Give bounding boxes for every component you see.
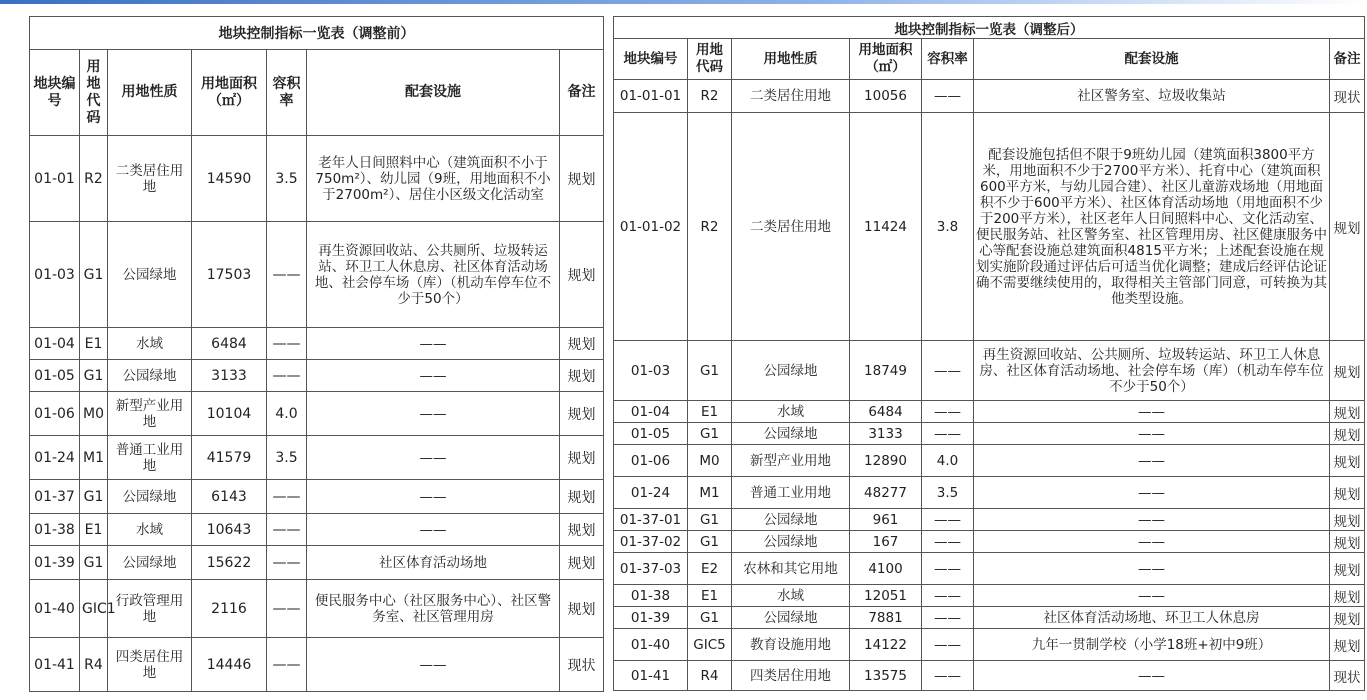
plot-id-cell: 01-01-02 (614, 113, 688, 341)
land-code-cell: G1 (80, 546, 108, 580)
land-use-cell: 公园绿地 (732, 607, 850, 629)
land-code-cell: G1 (80, 222, 108, 328)
remark-cell: 规划 (560, 360, 604, 392)
remark-cell: 规划 (1330, 477, 1365, 509)
far-cell: —— (922, 401, 974, 423)
facilities-cell: —— (974, 477, 1330, 509)
plot-id-cell: 01-01-01 (614, 80, 688, 113)
land-code-cell: E2 (688, 553, 732, 585)
col-header-plot-id: 地块编号 (30, 50, 80, 136)
far-cell: —— (922, 509, 974, 531)
land-use-cell: 公园绿地 (108, 222, 192, 328)
land-code-cell: R4 (80, 638, 108, 692)
table-row (614, 607, 1365, 629)
plot-id-cell: 01-04 (30, 328, 80, 360)
land-use-cell: 水域 (108, 514, 192, 546)
table-row (30, 480, 604, 514)
area-cell: 12051 (850, 585, 922, 607)
facilities-cell: —— (974, 661, 1330, 691)
far-cell: —— (267, 328, 307, 360)
remark-cell: 规划 (1330, 423, 1365, 445)
plot-id-cell: 01-37-01 (614, 509, 688, 531)
remark-cell: 规划 (1330, 629, 1365, 661)
remark-cell: 规划 (1330, 341, 1365, 401)
col-header-area: 用地面积（㎡） (192, 50, 267, 136)
far-cell: 3.5 (922, 477, 974, 509)
col-header-land-use: 用地性质 (108, 50, 192, 136)
col-header-land-code: 用地代码 (688, 39, 732, 80)
area-cell: 961 (850, 509, 922, 531)
far-cell: —— (922, 531, 974, 553)
area-cell: 15622 (192, 546, 267, 580)
table-row (30, 436, 604, 480)
facilities-cell: —— (307, 436, 560, 480)
land-use-cell: 新型产业用地 (108, 392, 192, 436)
facilities-cell: —— (974, 445, 1330, 477)
far-cell: —— (267, 638, 307, 692)
far-cell: —— (922, 80, 974, 113)
plot-id-cell: 01-37-03 (614, 553, 688, 585)
table-row (614, 477, 1365, 509)
table-row (30, 222, 604, 328)
land-use-cell: 公园绿地 (108, 546, 192, 580)
land-code-cell: R2 (688, 113, 732, 341)
table-row (614, 553, 1365, 585)
far-cell: —— (922, 553, 974, 585)
table-before (29, 16, 604, 692)
far-cell: —— (922, 423, 974, 445)
land-code-cell: G1 (80, 480, 108, 514)
table-row (30, 136, 604, 222)
col-header-far: 容积率 (267, 50, 307, 136)
land-use-cell: 公园绿地 (108, 480, 192, 514)
table-row (614, 80, 1365, 113)
land-use-cell: 教育设施用地 (732, 629, 850, 661)
facilities-cell: —— (307, 480, 560, 514)
area-cell: 13575 (850, 661, 922, 691)
table-row (614, 341, 1365, 401)
area-cell: 6143 (192, 480, 267, 514)
facilities-cell: —— (307, 392, 560, 436)
table-row (614, 585, 1365, 607)
facilities-cell: —— (307, 328, 560, 360)
plot-id-cell: 01-40 (30, 580, 80, 638)
table-row (30, 392, 604, 436)
remark-cell: 规划 (560, 436, 604, 480)
remark-cell: 规划 (560, 546, 604, 580)
area-cell: 3133 (850, 423, 922, 445)
far-cell: —— (267, 360, 307, 392)
land-code-cell: R4 (688, 661, 732, 691)
far-cell: —— (922, 629, 974, 661)
far-cell: —— (922, 661, 974, 691)
remark-cell: 规划 (1330, 553, 1365, 585)
land-use-cell: 水域 (108, 328, 192, 360)
col-header-remark: 备注 (1330, 39, 1365, 80)
area-cell: 167 (850, 531, 922, 553)
plot-id-cell: 01-24 (614, 477, 688, 509)
table-row (30, 514, 604, 546)
facilities-cell: —— (974, 585, 1330, 607)
plot-id-cell: 01-38 (614, 585, 688, 607)
area-cell: 18749 (850, 341, 922, 401)
col-header-area: 用地面积（㎡） (850, 39, 922, 80)
plot-id-cell: 01-03 (30, 222, 80, 328)
land-code-cell: R2 (80, 136, 108, 222)
land-use-cell: 公园绿地 (108, 360, 192, 392)
far-cell: —— (922, 607, 974, 629)
table-row (614, 113, 1365, 341)
land-code-cell: R2 (688, 80, 732, 113)
facilities-cell: 社区体育活动场地 (307, 546, 560, 580)
facilities-cell: —— (974, 423, 1330, 445)
top-accent-bar (0, 0, 1367, 4)
facilities-cell: —— (974, 509, 1330, 531)
far-cell: 4.0 (267, 392, 307, 436)
area-cell: 4100 (850, 553, 922, 585)
land-use-cell: 公园绿地 (732, 423, 850, 445)
table-row (614, 661, 1365, 691)
col-header-remark: 备注 (560, 50, 604, 136)
remark-cell: 现状 (1330, 80, 1365, 113)
table-row (30, 638, 604, 692)
plot-id-cell: 01-38 (30, 514, 80, 546)
far-cell: —— (267, 546, 307, 580)
area-cell: 48277 (850, 477, 922, 509)
land-code-cell: E1 (80, 328, 108, 360)
remark-cell: 规划 (560, 580, 604, 638)
col-header-far: 容积率 (922, 39, 974, 80)
table-row (614, 401, 1365, 423)
land-use-cell: 二类居住用地 (732, 113, 850, 341)
plot-id-cell: 01-05 (614, 423, 688, 445)
land-use-cell: 水域 (732, 585, 850, 607)
table-title: 地块控制指标一览表（调整前） (30, 17, 604, 50)
col-header-land-code: 用地代码 (80, 50, 108, 136)
plot-id-cell: 01-06 (614, 445, 688, 477)
remark-cell: 规划 (560, 328, 604, 360)
area-cell: 14122 (850, 629, 922, 661)
table-row (614, 531, 1365, 553)
land-use-cell: 二类居住用地 (108, 136, 192, 222)
facilities-cell: —— (974, 401, 1330, 423)
land-use-cell: 公园绿地 (732, 531, 850, 553)
land-use-cell: 公园绿地 (732, 509, 850, 531)
land-code-cell: G1 (688, 341, 732, 401)
land-code-cell: M0 (80, 392, 108, 436)
land-use-cell: 公园绿地 (732, 341, 850, 401)
remark-cell: 现状 (560, 638, 604, 692)
area-cell: 14590 (192, 136, 267, 222)
land-code-cell: G1 (688, 509, 732, 531)
facilities-cell: —— (974, 553, 1330, 585)
land-code-cell: G1 (688, 423, 732, 445)
area-cell: 14446 (192, 638, 267, 692)
plot-id-cell: 01-40 (614, 629, 688, 661)
area-cell: 10643 (192, 514, 267, 546)
plot-id-cell: 01-05 (30, 360, 80, 392)
facilities-cell: 社区警务室、垃圾收集站 (974, 80, 1330, 113)
remark-cell: 规划 (1330, 401, 1365, 423)
facilities-cell: 便民服务中心（社区服务中心）、社区警务室、社区管理用房 (307, 580, 560, 638)
land-code-cell: E1 (688, 401, 732, 423)
facilities-cell: —— (307, 360, 560, 392)
table-row (614, 445, 1365, 477)
far-cell: —— (267, 480, 307, 514)
table-body (614, 80, 1365, 691)
far-cell: —— (267, 222, 307, 328)
land-code-cell: G1 (688, 607, 732, 629)
area-cell: 17503 (192, 222, 267, 328)
remark-cell: 规划 (560, 222, 604, 328)
plot-id-cell: 01-37 (30, 480, 80, 514)
area-cell: 6484 (192, 328, 267, 360)
facilities-cell: 再生资源回收站、公共厕所、垃圾转运站、环卫工人休息房、社区体育活动场地、社会停车场（库）（机动车停车位不少于50个） (307, 222, 560, 328)
far-cell: 3.8 (922, 113, 974, 341)
table-row (30, 580, 604, 638)
remark-cell: 规划 (560, 514, 604, 546)
plot-id-cell: 01-06 (30, 392, 80, 436)
table-row (30, 360, 604, 392)
table-row (614, 629, 1365, 661)
land-use-cell: 四类居住用地 (108, 638, 192, 692)
area-cell: 11424 (850, 113, 922, 341)
far-cell: 3.5 (267, 136, 307, 222)
land-code-cell: G1 (688, 531, 732, 553)
far-cell: —— (267, 580, 307, 638)
land-code-cell: M0 (688, 445, 732, 477)
remark-cell: 规划 (1330, 585, 1365, 607)
land-use-cell: 新型产业用地 (732, 445, 850, 477)
plot-id-cell: 01-24 (30, 436, 80, 480)
land-code-cell: M1 (80, 436, 108, 480)
far-cell: —— (922, 585, 974, 607)
plot-id-cell: 01-41 (614, 661, 688, 691)
far-cell: 4.0 (922, 445, 974, 477)
remark-cell: 规划 (560, 480, 604, 514)
facilities-cell: —— (307, 638, 560, 692)
land-use-cell: 四类居住用地 (732, 661, 850, 691)
table-row (614, 423, 1365, 445)
plot-id-cell: 01-04 (614, 401, 688, 423)
remark-cell: 规划 (1330, 113, 1365, 341)
land-code-cell: G1 (80, 360, 108, 392)
plot-id-cell: 01-03 (614, 341, 688, 401)
area-cell: 10056 (850, 80, 922, 113)
area-cell: 7881 (850, 607, 922, 629)
far-cell: —— (267, 514, 307, 546)
remark-cell: 现状 (1330, 661, 1365, 691)
area-cell: 2116 (192, 580, 267, 638)
remark-cell: 规划 (1330, 445, 1365, 477)
col-header-land-use: 用地性质 (732, 39, 850, 80)
table-row (614, 509, 1365, 531)
land-code-cell: GIC1 (80, 580, 108, 638)
area-cell: 10104 (192, 392, 267, 436)
area-cell: 12890 (850, 445, 922, 477)
table-title: 地块控制指标一览表（调整后） (614, 17, 1365, 39)
area-cell: 6484 (850, 401, 922, 423)
facilities-cell: 九年一贯制学校（小学18班+初中9班） (974, 629, 1330, 661)
col-header-facilities: 配套设施 (974, 39, 1330, 80)
col-header-facilities: 配套设施 (307, 50, 560, 136)
land-code-cell: E1 (80, 514, 108, 546)
plot-id-cell: 01-41 (30, 638, 80, 692)
far-cell: 3.5 (267, 436, 307, 480)
area-cell: 3133 (192, 360, 267, 392)
land-use-cell: 水域 (732, 401, 850, 423)
remark-cell: 规划 (1330, 607, 1365, 629)
land-use-cell: 行政管理用地 (108, 580, 192, 638)
table-row (30, 328, 604, 360)
land-use-cell: 二类居住用地 (732, 80, 850, 113)
remark-cell: 规划 (560, 136, 604, 222)
land-use-cell: 普通工业用地 (108, 436, 192, 480)
plot-id-cell: 01-39 (30, 546, 80, 580)
far-cell: —— (922, 341, 974, 401)
plot-id-cell: 01-37-02 (614, 531, 688, 553)
plot-id-cell: 01-01 (30, 136, 80, 222)
col-header-plot-id: 地块编号 (614, 39, 688, 80)
area-cell: 41579 (192, 436, 267, 480)
land-code-cell: GIC5 (688, 629, 732, 661)
table-after (613, 16, 1365, 691)
facilities-cell: 社区体育活动场地、环卫工人休息房 (974, 607, 1330, 629)
facilities-cell: —— (974, 531, 1330, 553)
remark-cell: 规划 (560, 392, 604, 436)
remark-cell: 规划 (1330, 531, 1365, 553)
land-use-cell: 农林和其它用地 (732, 553, 850, 585)
facilities-cell: 老年人日间照料中心（建筑面积不小于750m²）、幼儿园（9班，用地面积不小于2700m²）、居住小区级文化活动室 (307, 136, 560, 222)
land-use-cell: 普通工业用地 (732, 477, 850, 509)
land-code-cell: E1 (688, 585, 732, 607)
plot-id-cell: 01-39 (614, 607, 688, 629)
facilities-cell: —— (307, 514, 560, 546)
remark-cell: 规划 (1330, 509, 1365, 531)
land-code-cell: M1 (688, 477, 732, 509)
facilities-cell: 配套设施包括但不限于9班幼儿园（建筑面积3800平方米，用地面积不少于2700平方米）、托育中心（建筑面积600平方米，与幼儿园合建）、社区儿童游戏场地（用地面积不少于600平方米）、社区体育活动场地（用地面积不少于200平方米），社区老年人日间照料中心、文化活动室、便民服务站、社区警务室、社区管理用房、社区健康服务中心等配套设施总建筑面积4815平方米；上述配套设施在规划实施阶段通过评估后可适当优化调整；建成后经评估论证确不需要继续使用的，取得相关主管部门同意，可转换为其他类型设施。 (974, 113, 1330, 341)
table-body (30, 136, 604, 692)
facilities-cell: 再生资源回收站、公共厕所、垃圾转运站、环卫工人休息房、社区体育活动场地、社会停车场（库）（机动车停车位不少于50个） (974, 341, 1330, 401)
table-row (30, 546, 604, 580)
